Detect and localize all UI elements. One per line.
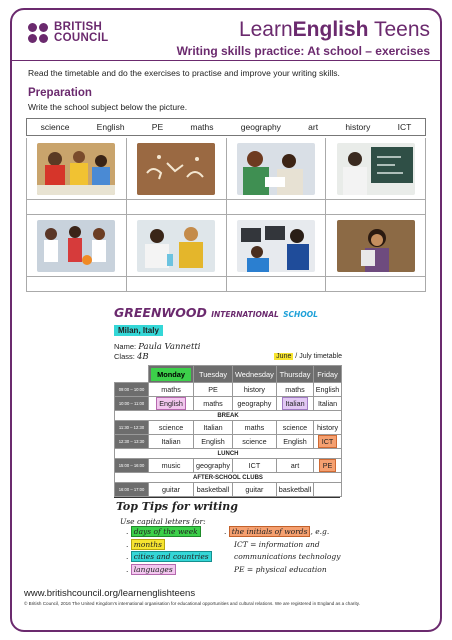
word-item: science xyxy=(40,122,70,132)
word-item: English xyxy=(96,122,125,132)
girl-with-book-photo xyxy=(337,220,415,272)
day-header: Tuesday xyxy=(194,366,233,383)
answer-field[interactable] xyxy=(326,200,426,215)
logo-line2: COUNCIL xyxy=(54,32,109,44)
day-header: Friday xyxy=(314,366,342,383)
word-item: geography xyxy=(240,122,281,132)
answer-field[interactable] xyxy=(227,200,327,215)
computer-room-photo xyxy=(237,220,315,272)
children-painting-photo xyxy=(37,143,115,195)
timetable-row: 12:30 – 13:30 Italian English science English ICT xyxy=(115,435,342,449)
answer-field[interactable] xyxy=(27,277,127,292)
answer-field[interactable] xyxy=(227,277,327,292)
student-name: Paula Vannetti xyxy=(138,342,201,352)
header-divider xyxy=(12,60,440,61)
break-row: BREAK xyxy=(115,411,342,421)
logo-line1: BRITISH xyxy=(54,21,103,33)
logo-dots-icon xyxy=(28,23,48,43)
timetable-row: 10:00 – 11:00 English maths geography Italian Italian xyxy=(115,397,342,411)
intro-text: Read the timetable and do the exercises to practise and improve your writing skills. xyxy=(28,68,340,78)
tips-heading: Top Tips for writing xyxy=(116,500,238,513)
school-city: Milan, Italy xyxy=(114,325,163,336)
tip-item: . cities and countries xyxy=(126,552,212,565)
teacher-at-board-photo xyxy=(337,143,415,195)
day-header: Wednesday xyxy=(232,366,276,383)
answer-field[interactable] xyxy=(127,277,227,292)
timetable-table xyxy=(114,365,342,497)
footer-url[interactable]: www.britishcouncil.org/learnenglishteens xyxy=(24,588,196,599)
day-header: Thursday xyxy=(276,366,313,383)
word-item: PE xyxy=(151,122,164,132)
cave-painting-photo xyxy=(137,143,215,195)
british-council-logo xyxy=(28,22,109,44)
tips-subheading: Use capital letters for: xyxy=(120,517,206,526)
tips-initials: . the initials of words , e.g. ICT = information and communications technology PE = physical education xyxy=(224,527,341,574)
word-box xyxy=(26,118,426,136)
answer-field[interactable] xyxy=(127,200,227,215)
children-exercising-photo xyxy=(37,220,115,272)
tip-item: . languages xyxy=(126,565,212,578)
students-reading-photo xyxy=(237,143,315,195)
science-lab-photo xyxy=(137,220,215,272)
answer-field[interactable] xyxy=(27,200,127,215)
word-item: maths xyxy=(190,122,214,132)
student-info: Name: Paula Vannetti Class: 4B June / July timetable xyxy=(114,342,342,362)
timetable-row: 16:00 – 17:00 guitar basketball guitar basketball xyxy=(115,483,342,497)
word-item: art xyxy=(308,122,319,132)
timetable-row: 11:30 – 12:30 science Italian maths science history xyxy=(115,421,342,435)
word-item: history xyxy=(345,122,371,132)
school-timetable xyxy=(114,305,342,497)
student-class: 4B xyxy=(136,352,149,362)
school-name: GREENWOOD INTERNATIONAL SCHOOL xyxy=(114,305,318,320)
preparation-instruction: Write the school subject below the picture. xyxy=(28,102,188,112)
day-header: Monday xyxy=(149,366,194,383)
lunch-row: LUNCH xyxy=(115,449,342,459)
preparation-heading: Preparation xyxy=(28,87,92,99)
timetable-period: June / July timetable xyxy=(276,353,342,360)
tips-list xyxy=(126,527,212,577)
timetable-row: 15:00 – 16:00 music geography ICT art PE xyxy=(115,459,342,473)
footer-copyright: © British Council, 2016 The United Kingdom's international organisation for educational opportunities and cultural relations. We are registered in England as a charity. xyxy=(24,601,360,606)
page-subtitle: Writing skills practice: At school – exercises xyxy=(176,44,430,58)
word-item: ICT xyxy=(397,122,412,132)
tip-item: . days of the week xyxy=(126,527,212,540)
tip-item: . months xyxy=(126,540,212,553)
picture-grid xyxy=(26,138,426,292)
timetable-row: 09:00 – 10:00 maths PE history maths English xyxy=(115,383,342,397)
answer-field[interactable] xyxy=(326,277,426,292)
tips-divider xyxy=(114,497,340,498)
clubs-row: AFTER-SCHOOL CLUBS xyxy=(115,473,342,483)
learnenglish-teens-brand: LearnEnglish Teens xyxy=(238,18,430,41)
